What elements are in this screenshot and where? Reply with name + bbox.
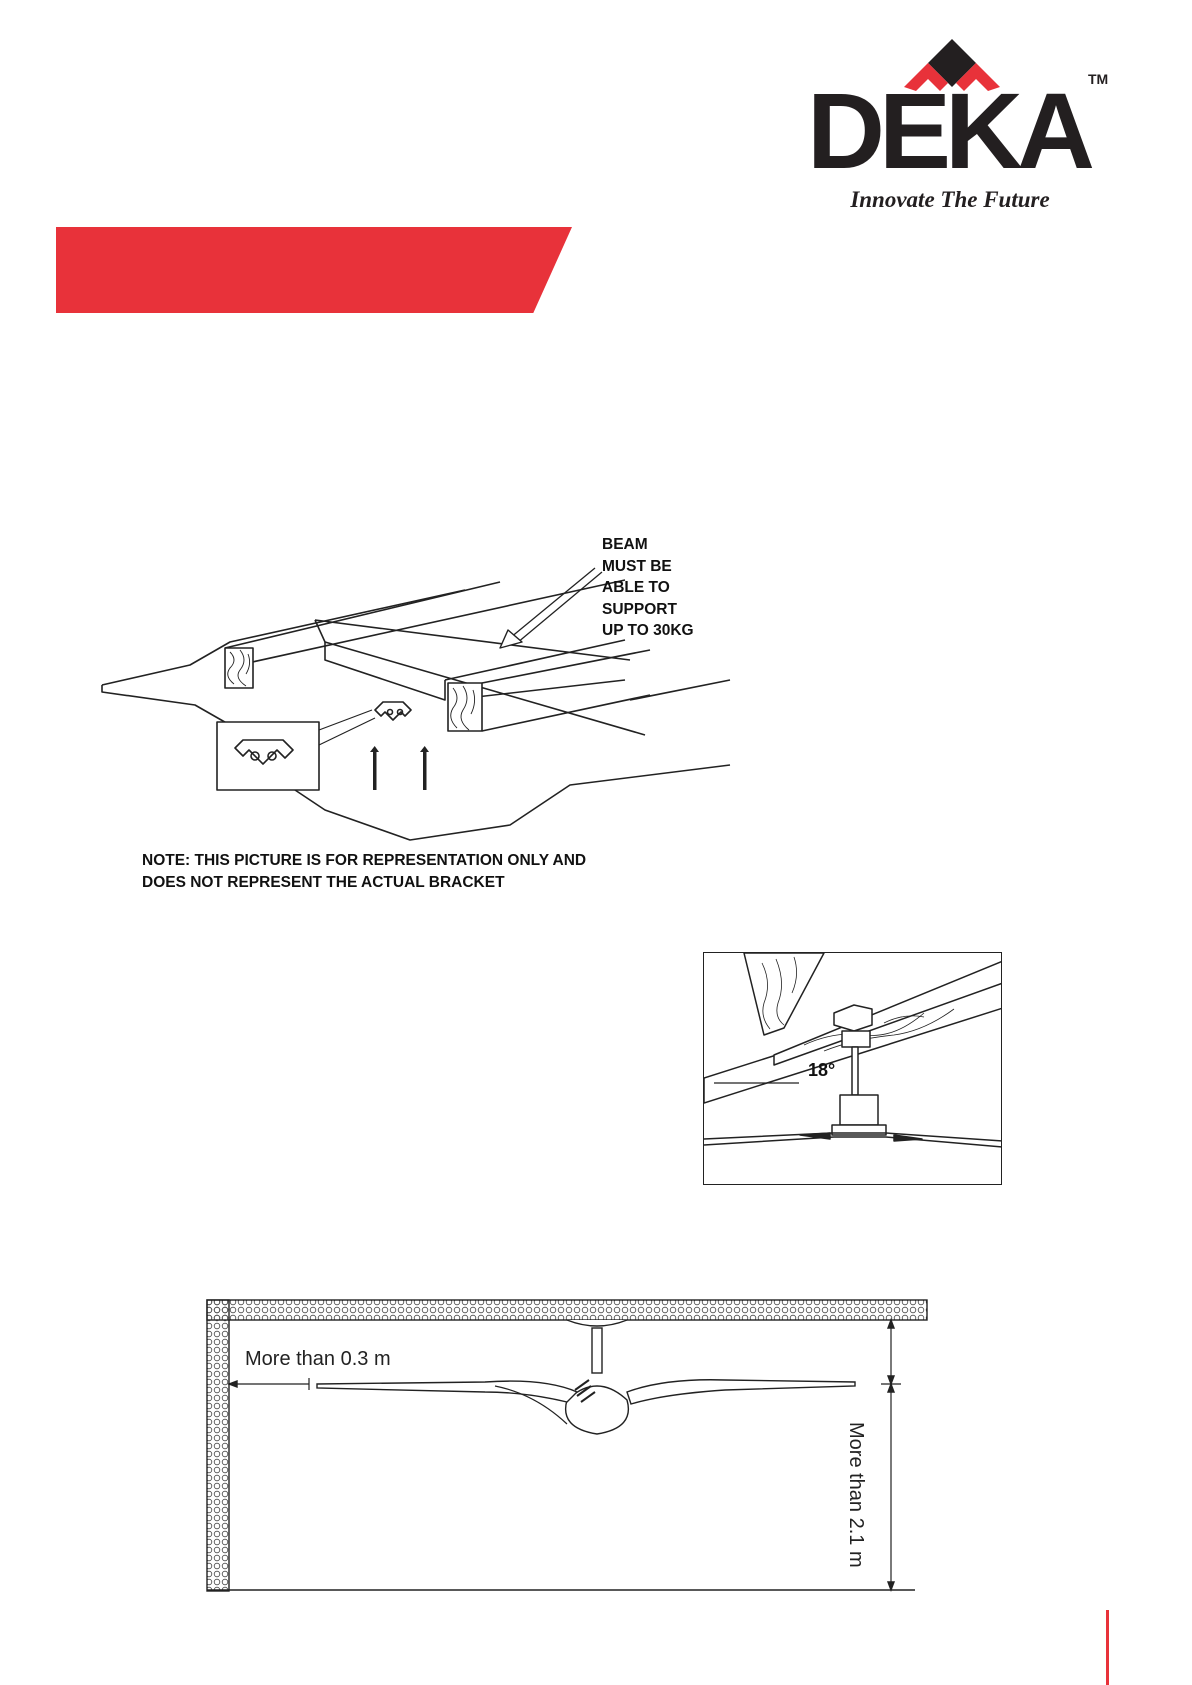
slope-angle-label: 18°	[808, 1060, 836, 1080]
beam-label-line: MUST BE	[602, 557, 672, 575]
clearance-figure	[205, 1298, 940, 1596]
note-line: NOTE: THIS PICTURE IS FOR REPRESENTATION ONLY AND	[142, 852, 587, 869]
sloped-ceiling-illustration	[704, 953, 1002, 1185]
sloped-ceiling-figure	[703, 952, 1002, 1185]
floor-clearance-label: More than 2.1 m	[845, 1422, 867, 1568]
logo-tagline: Innovate The Future	[850, 187, 1050, 212]
note-line: DOES NOT REPRESENT THE ACTUAL BRACKET	[142, 873, 505, 891]
clearance-illustration	[205, 1298, 940, 1596]
brand-logo	[800, 35, 1109, 215]
logo-trademark: TM	[1088, 71, 1109, 87]
page-edge-marker	[1106, 1610, 1109, 1685]
wall-clearance-label: More than 0.3 m	[245, 1348, 391, 1370]
logo-wordmark: DEKA	[807, 70, 1090, 191]
beam-mounting-figure	[90, 520, 740, 900]
section-banner	[56, 227, 572, 313]
beam-label-line: BEAM	[602, 536, 648, 553]
beam-label-line: ABLE TO	[602, 579, 670, 596]
beam-label-line: UP TO 30KG	[602, 622, 694, 639]
representation-note	[142, 850, 702, 893]
beam-load-label	[602, 534, 782, 642]
beam-label-line: SUPPORT	[602, 600, 677, 618]
